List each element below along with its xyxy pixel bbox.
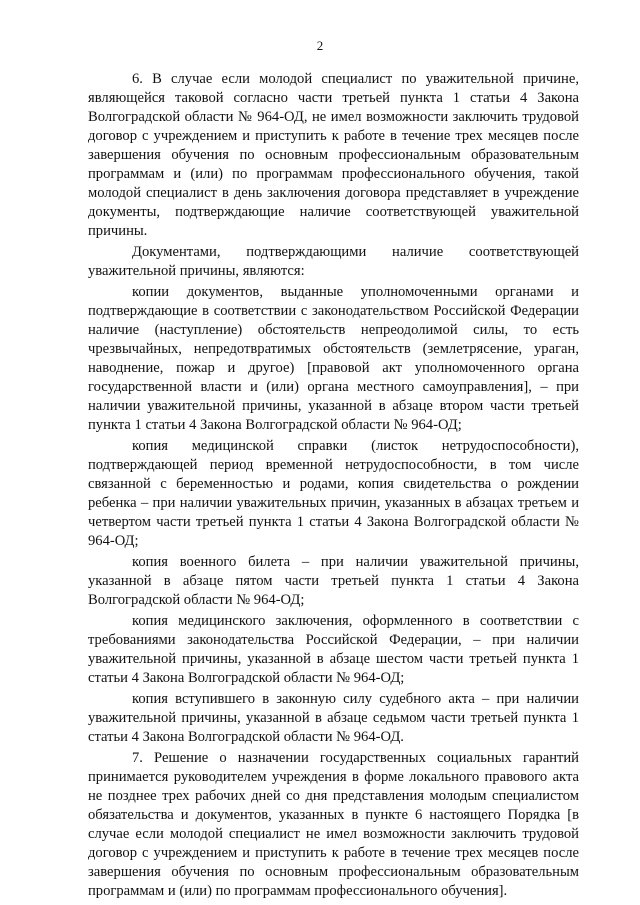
paragraph-documents-intro: Документами, подтверждающими наличие соответствующей уважительной причины, являются:: [88, 244, 579, 279]
document-body: [88, 70, 579, 903]
paragraph-medical-certificate: копия медицинской справки (листок нетрудоспособности), подтверждающей период временной нетрудоспособности, в том числе связанной с беременностью и родами, копия свидетельства о рождении ребенка – при наличии уважительных причин, указанных в абзацах третьем и четвертом части третьей пункта 1 статьи 4 Закона Волгоградской области № 964-ОД;: [88, 438, 579, 549]
paragraph-item-7: 7. Решение о назначении государственных социальных гарантий принимается руководителем учреждения в форме локального правового акта не позднее трех рабочих дней со дня представления молодым специалистом обязательства и документов, указанных в пункте 6 настоящего Порядка [в случае если молодой специалист не имел возможности заключить трудовой договор с учреждением и приступить к работе в течение трех месяцев после завершения обучения по основным профессиональным образовательным программам и (или) по программам профессионального обучения].: [88, 750, 579, 899]
paragraph-military-id: копия военного билета – при наличии уважительной причины, указанной в абзаце пятом части третьей пункта 1 статьи 4 Закона Волгоградской области № 964-ОД;: [88, 554, 579, 608]
paragraph-court-act: копия вступившего в законную силу судебного акта – при наличии уважительной причины, указанной в абзаце седьмом части третьей пункта 1 статьи 4 Закона Волгоградской области № 964-ОД.: [88, 691, 579, 745]
paragraph-medical-conclusion: копия медицинского заключения, оформленного в соответствии с требованиями законодательства Российской Федерации, – при наличии уважительной причины, указанной в абзаце шестом части третьей пункта 1 статьи 4 Закона Волгоградской области № 964-ОД;: [88, 613, 579, 686]
paragraph-item-6: 6. В случае если молодой специалист по уважительной причине, являющейся таковой согласно части третьей пункта 1 статьи 4 Закона Волгоградской области № 964-ОД, не имел возможности заключить трудовой договор с учреждением и приступить к работе в течение трех месяцев после завершения обучения по основным профессиональным образовательным программам и (или) по программам профессионального обучения, такой молодой специалист в день заключения договора представляет в учреждение документы, подтверждающие наличие соответствующей уважительной причины.: [88, 71, 579, 239]
paragraph-force-majeure-copies: копии документов, выданные уполномоченными органами и подтверждающие в соответствии с законодательством Российской Федерации наличие (наступление) обстоятельств непреодолимой силы, то есть чрезвычайных, непредотвратимых обстоятельств (землетрясение, ураган, наводнение, пожар и другое) [правовой акт уполномоченного органа государственной власти и (или) органа местного самоуправления], – при наличии уважительной причины, указанной в абзаце втором части третьей пункта 1 статьи 4 Закона Волгоградской области № 964-ОД;: [88, 284, 579, 433]
page-number: 2: [316, 38, 324, 53]
